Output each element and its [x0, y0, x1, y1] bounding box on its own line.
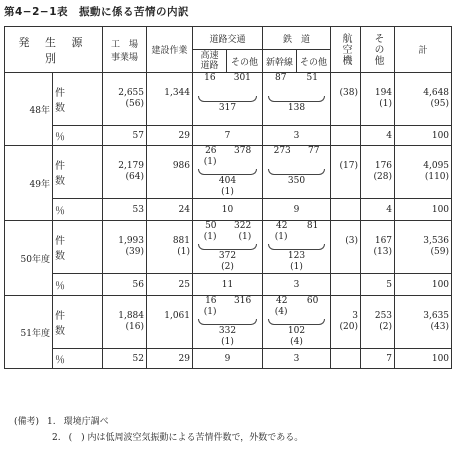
header-road: 道路交通 [193, 27, 263, 50]
road-other-value: 301 [233, 73, 251, 83]
road-highway-value: 16 [204, 73, 216, 83]
total-pct: 100 [395, 199, 452, 221]
factory-count: 2,655 (56) [103, 73, 147, 126]
sum-brace [268, 96, 325, 102]
table-row [5, 221, 452, 274]
sum-brace [268, 319, 325, 325]
year-label: 51年度 [5, 296, 53, 369]
table-row [5, 349, 452, 369]
rail-total-value: 138 [287, 103, 306, 113]
sum-brace [268, 244, 325, 250]
aircraft-count: (3) [331, 221, 361, 274]
pct-label: ％ [53, 126, 103, 146]
count-label: 件 数 [53, 73, 103, 126]
note-1: 環境庁調べ [63, 417, 109, 427]
other-count: 253 (2) [361, 296, 395, 349]
road-highway-value: 16 [205, 296, 217, 306]
road-other-value: 378 [234, 146, 252, 156]
road-pct: 9 [193, 349, 263, 369]
total-pct: 100 [395, 126, 452, 146]
rail-count [263, 221, 331, 274]
construction-count: 986 [147, 146, 193, 199]
road-pct: 10 [193, 199, 263, 221]
rail-count [263, 296, 331, 349]
rail-other-value [317, 157, 320, 168]
total-pct: 100 [395, 349, 452, 369]
rail-shinkansen-value [288, 157, 291, 168]
rail-pct: 3 [263, 349, 331, 369]
other-count: 167 (13) [361, 221, 395, 274]
total-count: 3,536 (59) [395, 221, 452, 274]
header-source: 発 生 源 別 [5, 27, 103, 73]
road-total-value [195, 114, 260, 125]
total-count: 4,648 (95) [395, 73, 452, 126]
construction-pct: 25 [147, 274, 193, 296]
rail-shinkansen-value [284, 84, 287, 95]
rail-total-value: 350 [287, 176, 306, 186]
year-label: 49年 [5, 146, 53, 221]
aircraft-pct [331, 349, 361, 369]
road-other-value [248, 307, 251, 318]
road-count [193, 296, 263, 349]
road-count [193, 73, 263, 126]
header-rail: 鉄 道 [263, 27, 331, 50]
pct-label: ％ [53, 274, 103, 296]
rail-shinkansen-value: (4) [274, 307, 288, 317]
road-total-value: (1) [221, 187, 234, 197]
road-pct: 7 [193, 126, 263, 146]
table-row [5, 146, 452, 199]
table-title: 第4−2−1表 振動に係る苦情の内訳 [4, 6, 190, 18]
road-total-value: 372 [218, 251, 237, 261]
road-other-value [248, 157, 251, 168]
year-label: 48年 [5, 73, 53, 146]
road-highway-value: 26 [205, 146, 217, 156]
other-pct: 4 [361, 126, 395, 146]
rail-other-value: 51 [306, 73, 318, 83]
road-other-value [248, 84, 251, 95]
construction-count: 1,344 [147, 73, 193, 126]
aircraft-pct [331, 199, 361, 221]
rail-total-value: 102 [287, 326, 306, 336]
road-total-value: 317 [218, 103, 237, 113]
header-total: 計 [395, 27, 452, 73]
sum-brace [198, 96, 257, 102]
other-pct: 5 [361, 274, 395, 296]
road-highway-value: 50 [205, 221, 217, 231]
total-count: 3,635 (43) [395, 296, 452, 349]
rail-other-value [315, 84, 318, 95]
construction-pct: 24 [147, 199, 193, 221]
factory-pct: 52 [103, 349, 147, 369]
note-2: ( ) 内は低周波空気振動による苦情件数で，外数である。 [68, 433, 304, 443]
rail-other-value: 60 [306, 296, 319, 306]
note-2-number: 2. [52, 433, 61, 443]
pct-label: ％ [53, 349, 103, 369]
rail-total-value: (1) [290, 262, 303, 272]
road-other-value: (1) [238, 232, 252, 242]
note-1-number: 1. [47, 417, 56, 427]
road-total-value: (2) [221, 262, 234, 272]
notes-label: (備考) [14, 417, 40, 427]
aircraft-count: (17) [331, 146, 361, 199]
count-label: 件 数 [53, 146, 103, 199]
rail-pct: 3 [263, 274, 331, 296]
aircraft-count: 3 (20) [331, 296, 361, 349]
factory-pct: 53 [103, 199, 147, 221]
road-other-value: 316 [234, 296, 252, 306]
rail-other-value: 81 [306, 221, 319, 231]
aircraft-pct [331, 274, 361, 296]
road-total-value: 332 [218, 326, 237, 336]
rail-total-value: (4) [290, 337, 303, 347]
rail-shinkansen-value: 42 [276, 221, 288, 231]
header-factory: 工 場 事業場 [103, 27, 147, 73]
construction-pct: 29 [147, 126, 193, 146]
rail-shinkansen-value: 273 [273, 146, 291, 156]
rail-shinkansen-value: (1) [274, 232, 288, 242]
rail-pct: 3 [263, 126, 331, 146]
factory-count: 1,884 (16) [103, 296, 147, 349]
rail-pct: 9 [263, 199, 331, 221]
header-rail-other: その他 [297, 50, 331, 73]
construction-count: 1,061 [147, 296, 193, 349]
rail-count [263, 146, 331, 199]
rail-total-value [265, 187, 328, 198]
count-label: 件 数 [53, 221, 103, 274]
road-pct: 11 [193, 274, 263, 296]
table-row [5, 73, 452, 126]
construction-pct: 29 [147, 349, 193, 369]
sum-brace [198, 169, 257, 175]
rail-total-value [265, 114, 328, 125]
factory-pct: 56 [103, 274, 147, 296]
road-count [193, 146, 263, 199]
aircraft-pct [331, 126, 361, 146]
table-row [5, 199, 452, 221]
table-body [5, 73, 452, 369]
road-total-value: (1) [221, 337, 234, 347]
other-pct: 4 [361, 199, 395, 221]
rail-total-value: 123 [287, 251, 306, 261]
rail-shinkansen-value: 42 [276, 296, 288, 306]
other-pct: 7 [361, 349, 395, 369]
factory-count: 1,993 (39) [103, 221, 147, 274]
road-highway-value: (1) [203, 307, 217, 317]
road-count [193, 221, 263, 274]
road-highway-value: (1) [203, 157, 217, 167]
sum-brace [198, 319, 257, 325]
rail-shinkansen-value: 87 [275, 73, 287, 83]
factory-count: 2,179 (64) [103, 146, 147, 199]
total-count: 4,095 (110) [395, 146, 452, 199]
rail-other-value [315, 232, 318, 243]
header-rail-shinkansen: 新幹線 [263, 50, 297, 73]
table-row [5, 274, 452, 296]
table-row [5, 126, 452, 146]
pct-label: ％ [53, 199, 103, 221]
header-road-other: その他 [227, 50, 263, 73]
road-total-value: 404 [218, 176, 237, 186]
header-other: その他 [361, 27, 395, 73]
table-row [5, 296, 452, 349]
rail-count [263, 73, 331, 126]
year-label: 50年度 [5, 221, 53, 296]
factory-pct: 57 [103, 126, 147, 146]
construction-count: 881 (1) [147, 221, 193, 274]
total-pct: 100 [395, 274, 452, 296]
complaints-table [4, 26, 452, 369]
road-highway-value [213, 84, 216, 95]
other-count: 176 (28) [361, 146, 395, 199]
header-aircraft: 航空機 [331, 27, 361, 73]
notes [14, 414, 303, 446]
header-road-highway: 高速 道路 [193, 50, 227, 73]
road-other-value: 322 [234, 221, 252, 231]
rail-other-value: 77 [307, 146, 320, 156]
aircraft-count: (38) [331, 73, 361, 126]
header-construction: 建設作業 [147, 27, 193, 73]
sum-brace [198, 244, 257, 250]
other-count: 194 (1) [361, 73, 395, 126]
sum-brace [268, 169, 325, 175]
rail-other-value [315, 307, 318, 318]
count-label: 件 数 [53, 296, 103, 349]
road-highway-value: (1) [203, 232, 217, 242]
